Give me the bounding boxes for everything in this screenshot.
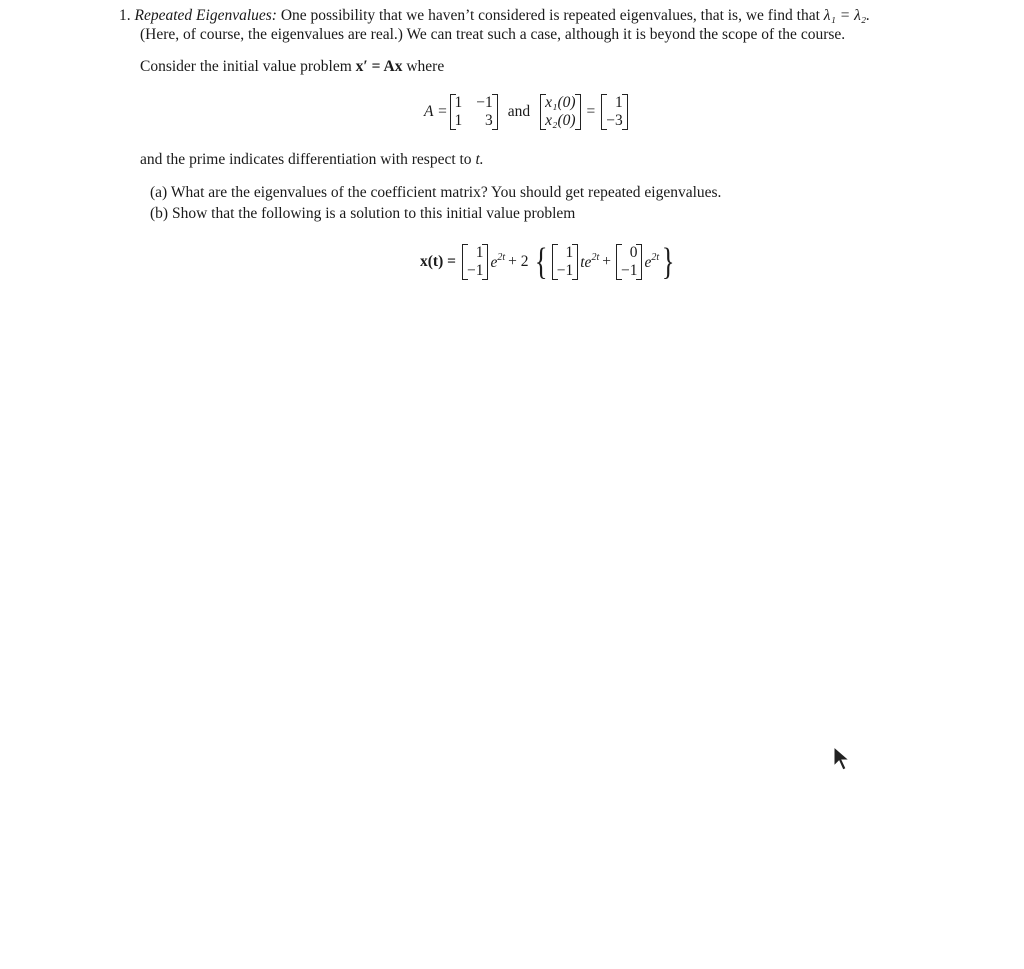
- matrix-equation: [424, 94, 630, 130]
- ic-x1: x₁(0): [545, 94, 576, 111]
- part-b-label: (b): [150, 205, 169, 222]
- prime-note-text: and the prime indicates differentiation with respect to: [140, 151, 472, 168]
- solution-vector-1: [462, 244, 489, 280]
- solution-v2-top: 1: [565, 244, 574, 261]
- equals-sign: =: [586, 103, 596, 120]
- matrix-A: [450, 94, 498, 130]
- matrix-A-21: 1: [454, 112, 463, 129]
- problem-number: 1.: [119, 7, 131, 24]
- matrix-A-22: 3: [485, 112, 493, 129]
- part-a-label: (a): [150, 184, 168, 201]
- initial-condition-vector: [540, 94, 580, 130]
- problem-line-1: [119, 6, 870, 26]
- initial-value-vector: [601, 94, 628, 130]
- ic-value-1: 1: [615, 94, 623, 111]
- solution-v1-top: 1: [475, 244, 484, 261]
- solution-vector-2: [552, 244, 579, 280]
- consider-where: where: [406, 58, 445, 75]
- ic-value-2: −3: [606, 112, 623, 129]
- solution-exp-term-2: $te^{2t}$: [580, 252, 600, 271]
- problem-intro-b: (Here, of course, the eigenvalues are real.) We can treat such a case, although it is beyond the scope of the course.: [140, 26, 846, 43]
- solution-v2-bottom: −1: [556, 262, 574, 279]
- consider-line: [140, 57, 444, 77]
- part-a: [150, 183, 721, 203]
- consider-equation: x′ = Ax: [355, 58, 403, 75]
- solution-vector-3: [616, 244, 643, 280]
- prime-note-var: t.: [475, 151, 484, 168]
- right-brace: }: [661, 241, 675, 283]
- matrix-A-11: 1: [454, 94, 463, 111]
- matrix-lhs: A =: [424, 103, 448, 120]
- part-b: [150, 204, 575, 224]
- mouse-pointer-icon: [832, 746, 852, 772]
- consider-text: Consider the initial value problem: [140, 58, 352, 75]
- solution-v3-bottom: −1: [620, 262, 638, 279]
- part-b-text: Show that the following is a solution to this initial value problem: [171, 205, 576, 222]
- solution-plus: +: [602, 253, 611, 270]
- solution-equation: [420, 243, 677, 281]
- problem-title: Repeated Eigenvalues:: [134, 7, 277, 24]
- part-a-text: What are the eigenvalues of the coefficient matrix? You should get repeated eigenvalues.: [170, 184, 722, 201]
- solution-v3-top: 0: [629, 244, 638, 261]
- solution-v1-bottom: −1: [466, 262, 484, 279]
- solution-exp-term-1: $e^{2t}$: [490, 252, 506, 271]
- problem-intro-a: One possibility that we haven’t considered is repeated eigenvalues, that is, we find that: [280, 7, 820, 24]
- lambda-equation: λ₁ = λ₂.: [823, 7, 871, 24]
- solution-lhs: x(t) =: [420, 253, 456, 270]
- ic-x2: x₂(0): [545, 112, 576, 129]
- solution-exp-term-3: $e^{2t}$: [644, 252, 660, 271]
- prime-note: [140, 150, 484, 170]
- and-text: and: [507, 103, 531, 120]
- left-brace: {: [534, 241, 548, 283]
- solution-plus-2: + 2: [508, 253, 529, 270]
- matrix-A-12: −1: [476, 94, 493, 111]
